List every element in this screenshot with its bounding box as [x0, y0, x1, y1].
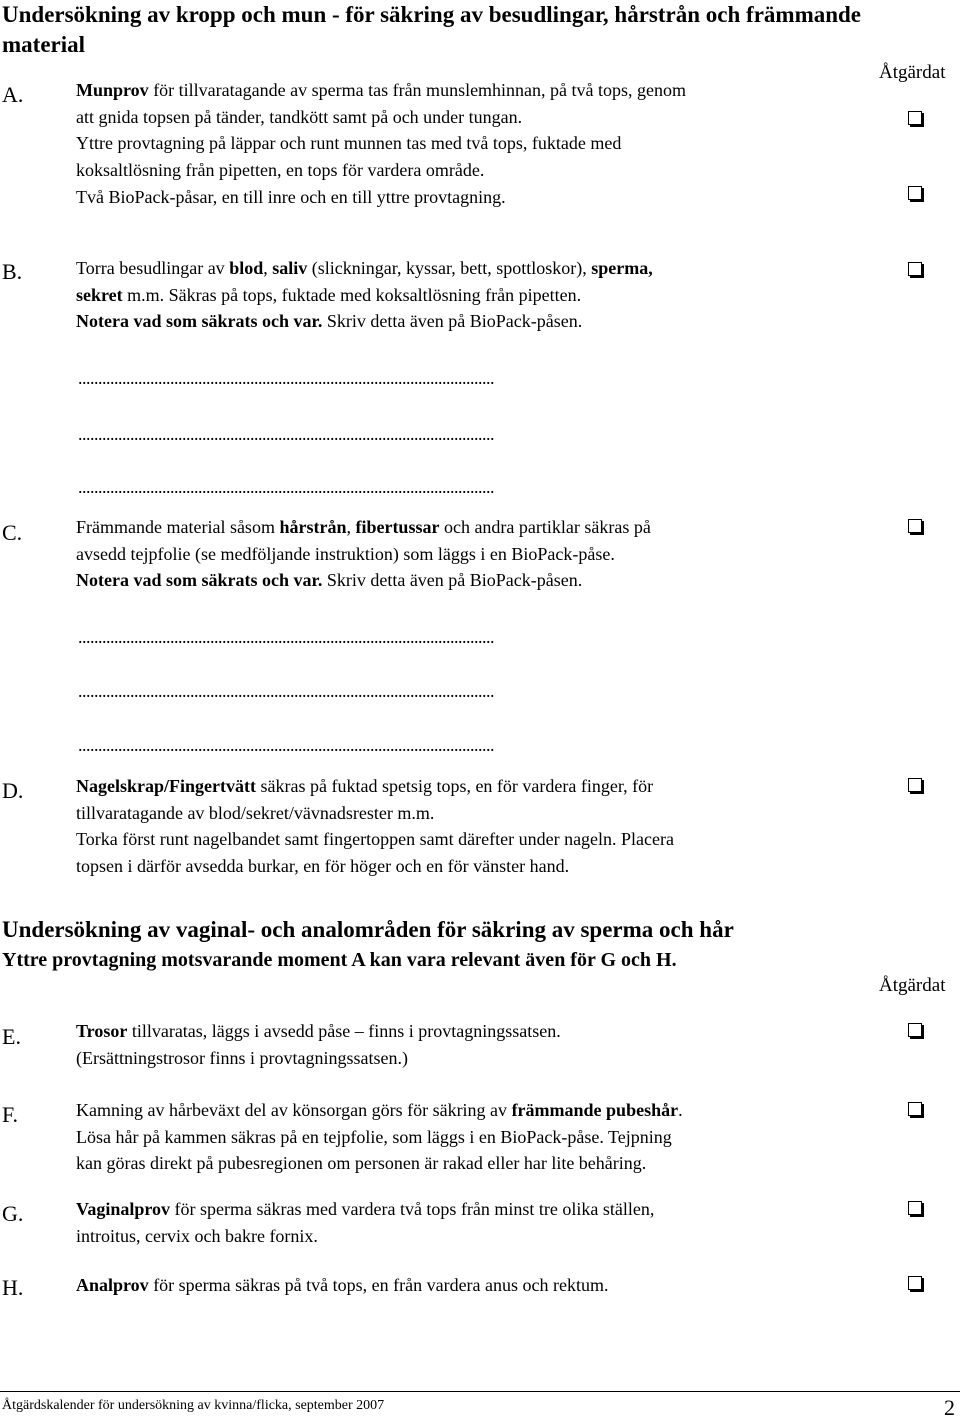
item-b-blank-line[interactable]: ........................................................................................................: [78, 477, 494, 497]
item-c-checkbox[interactable]: [908, 519, 922, 533]
item-f-line: Kamning av hårbeväxt del av könsorgan görs för säkring av främmande pubeshår.: [76, 1100, 683, 1120]
item-g-letter: G.: [2, 1201, 24, 1226]
item-f-letter: F.: [2, 1102, 18, 1127]
item-f-text: [76, 1097, 866, 1177]
item-a-text: [76, 77, 866, 211]
item-e-text: [76, 1018, 866, 1071]
item-b-line: Notera vad som säkrats och var. Skriv detta även på BioPack-påsen.: [76, 311, 583, 332]
section2-title: Undersökning av vaginal- och analområden för säkring av sperma och hår: [2, 917, 734, 942]
item-g-text: [76, 1196, 866, 1249]
item-e-line: (Ersättningstrosor finns i provtagningssatsen.): [76, 1047, 408, 1068]
item-d-line: Torka först runt nagelbandet samt fingertoppen samt därefter under nageln. Placera: [76, 829, 675, 850]
section1-column-header: Åtgärdat: [879, 62, 946, 83]
section2-column-header: Åtgärdat: [879, 975, 946, 996]
item-h-text: [76, 1272, 866, 1299]
item-c-blank-line[interactable]: ........................................................................................................: [78, 627, 494, 647]
item-b-line: sekret m.m. Säkras på tops, fuktade med koksaltlösning från pipetten.: [76, 284, 582, 305]
item-b-letter: B.: [2, 259, 23, 284]
item-b-checkbox[interactable]: [908, 262, 922, 276]
item-c-line: Notera vad som säkrats och var. Skriv detta även på BioPack-påsen.: [76, 570, 583, 591]
item-a-line: att gnida topsen på tänder, tandkött samt på och under tungan.: [76, 106, 523, 127]
item-d-line: topsen i därför avsedda burkar, en för höger och en för vänster hand.: [76, 856, 570, 877]
item-f-checkbox[interactable]: [908, 1102, 922, 1116]
item-a-line: Munprov för tillvaratagande av sperma tas från munslemhinnan, på två tops, genom: [76, 80, 687, 100]
item-c-line: Främmande material såsom hårstrån, fibertussar och andra partiklar säkras på: [76, 517, 651, 537]
page-number: 2: [944, 1395, 955, 1420]
item-c-blank-line[interactable]: ........................................................................................................: [78, 681, 494, 701]
item-b-text: [76, 255, 866, 335]
item-a-checkbox-2[interactable]: [908, 186, 922, 200]
item-b-blank-line[interactable]: ........................................................................................................: [78, 368, 494, 388]
item-a-line: Två BioPack-påsar, en till inre och en till yttre provtagning.: [76, 186, 506, 207]
section2-subtitle: Yttre provtagning motsvarande moment A kan vara relevant även för G och H.: [2, 949, 677, 971]
item-g-line: Vaginalprov för sperma säkras med vardera två tops från minst tre olika ställen,: [76, 1199, 655, 1219]
item-a-line: koksaltlösning från pipetten, en tops för vardera område.: [76, 160, 485, 181]
section1-title: Undersökning av kropp och mun - för säkring av besudlingar, hårstrån och främmande material: [2, 2, 862, 57]
item-d-checkbox[interactable]: [908, 778, 922, 792]
item-h-checkbox[interactable]: [908, 1276, 922, 1290]
item-h-letter: H.: [2, 1275, 24, 1300]
item-e-checkbox[interactable]: [908, 1023, 922, 1037]
item-g-checkbox[interactable]: [908, 1201, 922, 1215]
item-g-line: introitus, cervix och bakre fornix.: [76, 1225, 318, 1246]
item-d-line: Nagelskrap/Fingertvätt säkras på fuktad spetsig tops, en för vardera finger, för: [76, 776, 654, 796]
item-e-letter: E.: [2, 1024, 21, 1049]
item-f-line: kan göras direkt på pubesregionen om personen är rakad eller har lite behåring.: [76, 1153, 647, 1174]
item-e-line: Trosor tillvaratas, läggs i avsedd påse – finns i provtagningssatsen.: [76, 1021, 561, 1041]
footer-divider: [0, 1391, 960, 1392]
item-a-checkbox-1[interactable]: [908, 111, 922, 125]
item-d-letter: D.: [2, 778, 24, 803]
footer-text: Åtgärdskalender för undersökning av kvinna/flicka, september 2007: [2, 1398, 385, 1413]
item-c-blank-line[interactable]: ........................................................................................................: [78, 735, 494, 755]
item-h-line: Analprov för sperma säkras på två tops, en från vardera anus och rektum.: [76, 1275, 609, 1295]
item-c-text: [76, 514, 866, 594]
item-f-line: Lösa hår på kammen säkras på en tejpfolie, som läggs i en BioPack-påse. Tejpning: [76, 1126, 672, 1147]
item-c-line: avsedd tejpfolie (se medföljande instruktion) som läggs i en BioPack-påse.: [76, 543, 615, 564]
item-c-letter: C.: [2, 520, 23, 545]
item-a-line: Yttre provtagning på läppar och runt munnen tas med två tops, fuktade med: [76, 133, 622, 154]
item-a-letter: A.: [2, 82, 24, 107]
item-b-blank-line[interactable]: ........................................................................................................: [78, 424, 494, 444]
item-b-line: Torra besudlingar av blod, saliv (slickningar, kyssar, bett, spottloskor), sperma,: [76, 258, 653, 278]
item-d-text: [76, 773, 866, 880]
item-d-line: tillvaratagande av blod/sekret/vävnadsrester m.m.: [76, 802, 435, 823]
